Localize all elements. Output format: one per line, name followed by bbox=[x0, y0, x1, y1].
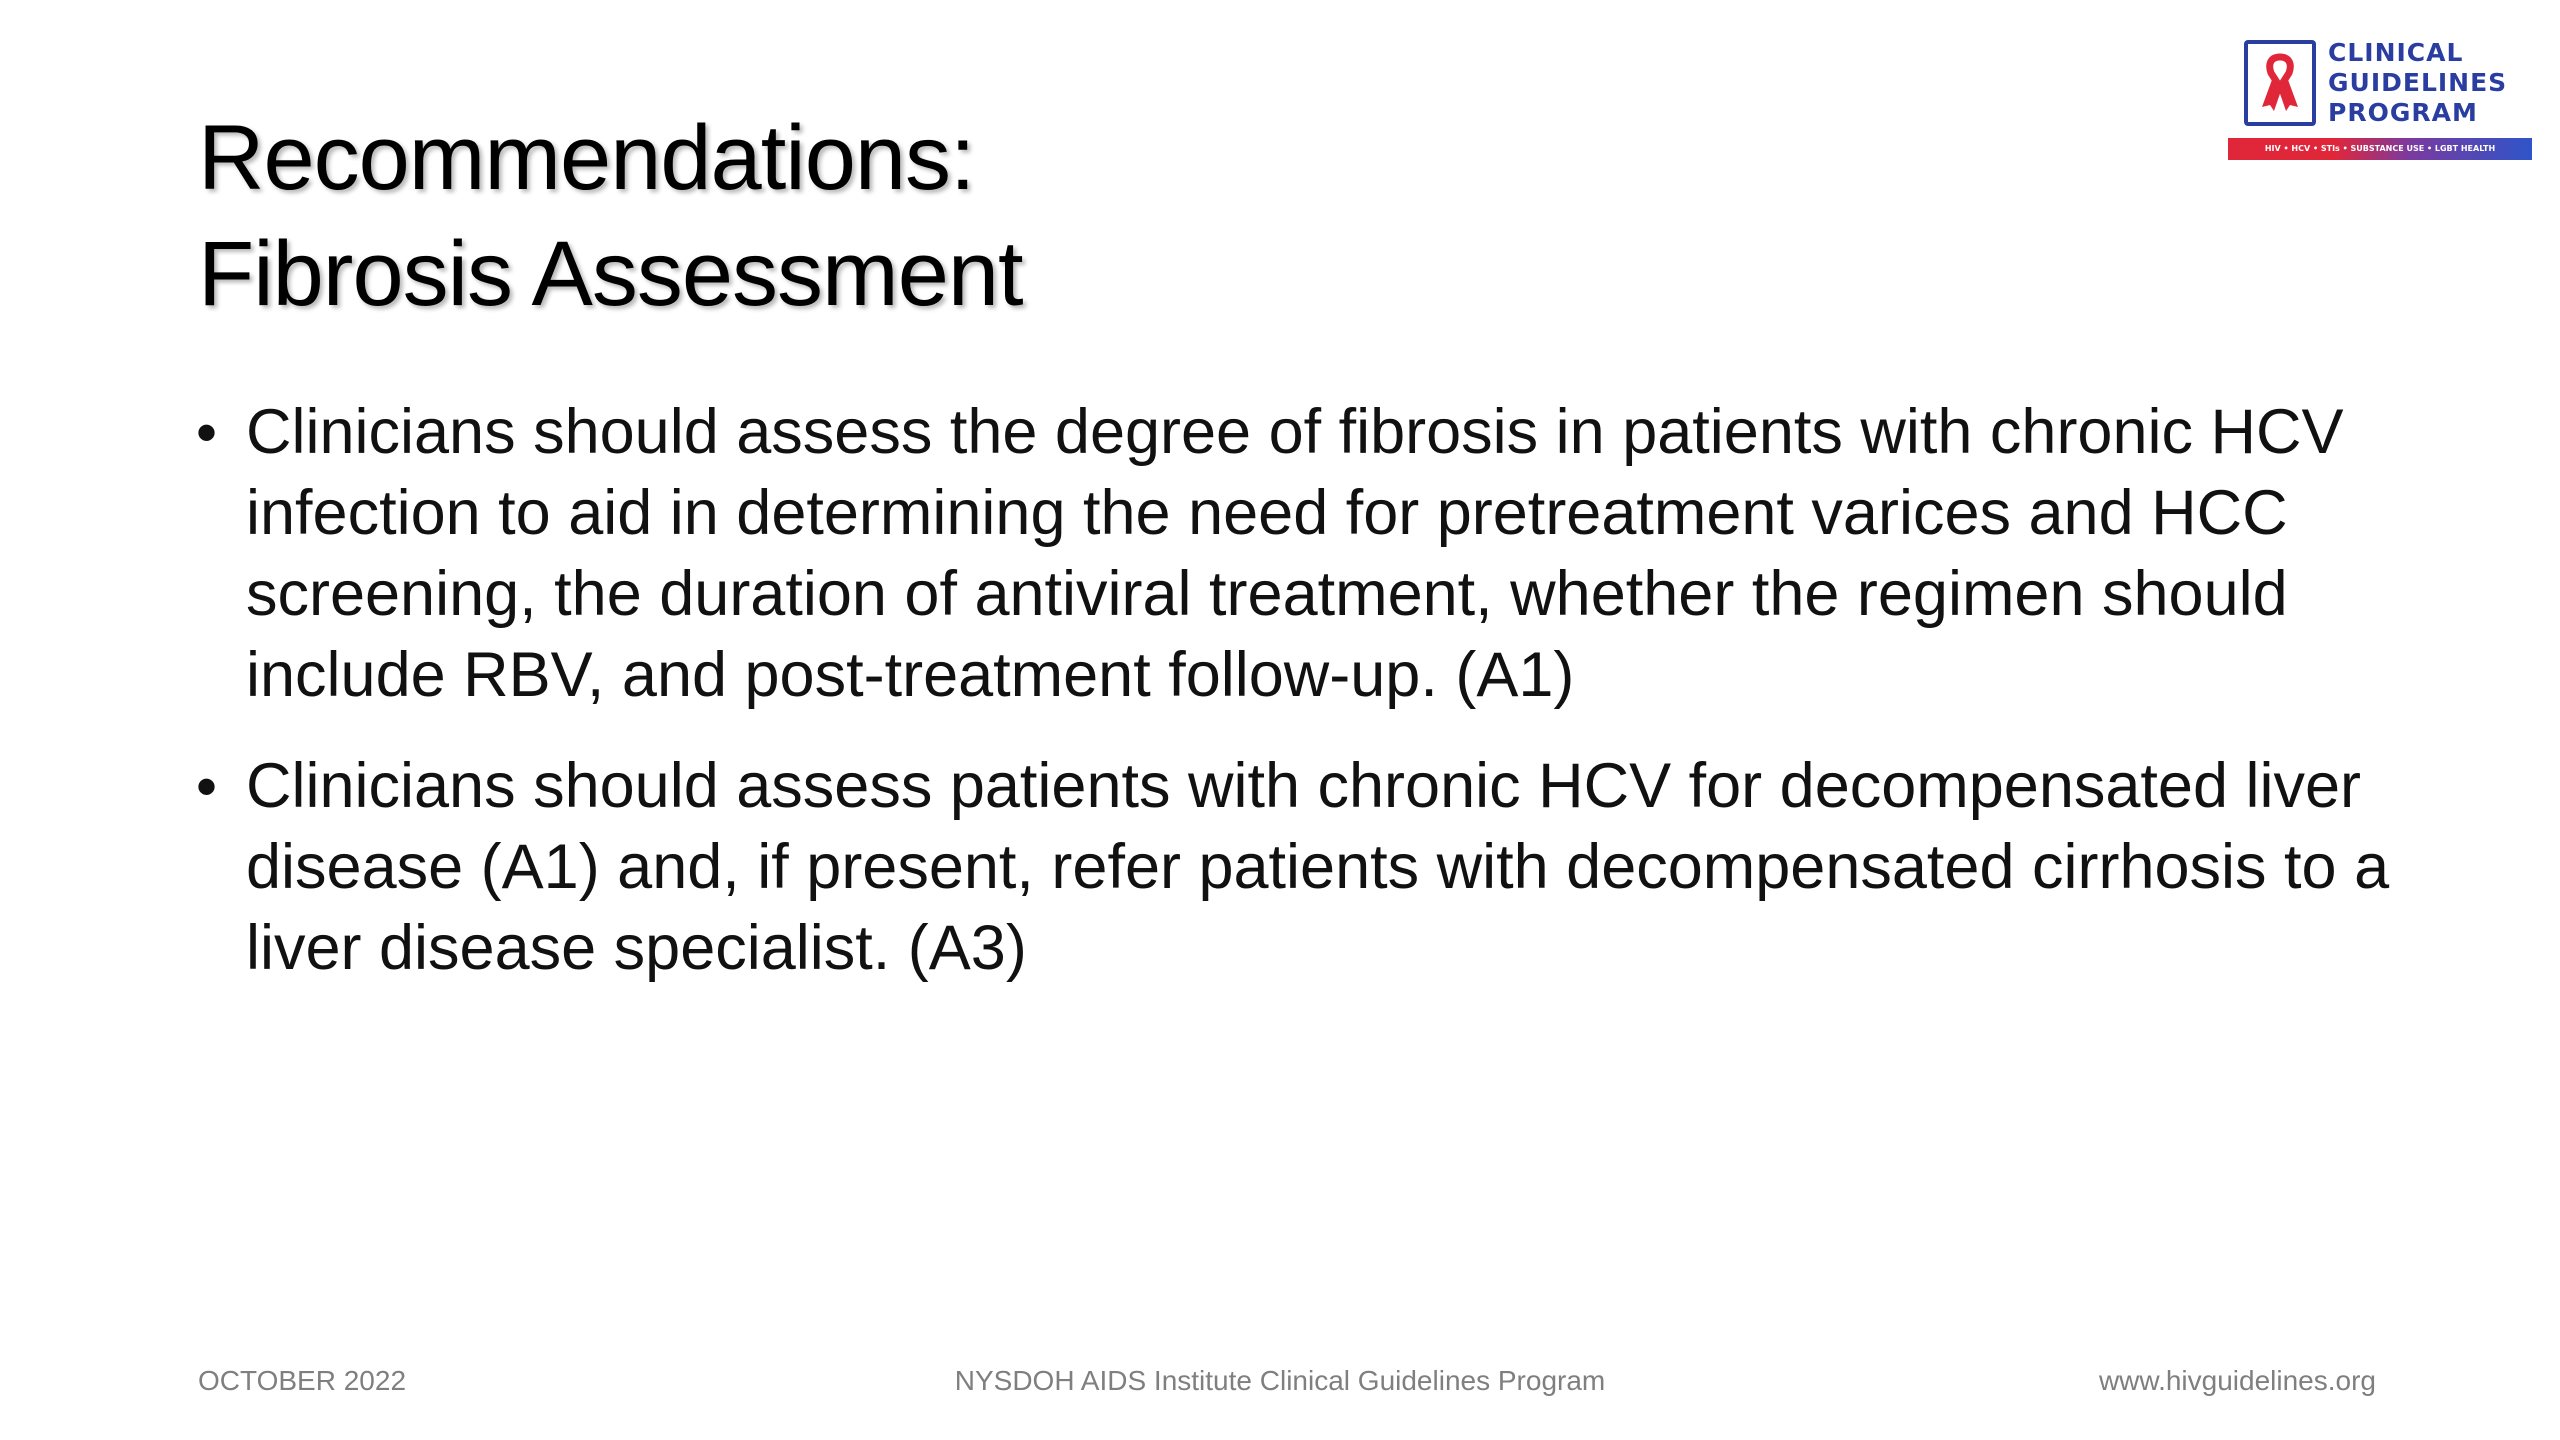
logo-line-1: CLINICAL bbox=[2328, 38, 2464, 67]
logo-wordmark bbox=[2328, 38, 2507, 128]
logo-frame bbox=[2244, 40, 2316, 126]
bullet-list bbox=[196, 392, 2456, 1019]
bullet-item bbox=[196, 392, 2456, 716]
footer-date: OCTOBER 2022 bbox=[198, 1365, 407, 1396]
slide-title bbox=[198, 100, 1023, 332]
bullet-marker: • bbox=[196, 399, 218, 466]
bullet-text: Clinicians should assess patients with chronic HCV for decompensated liver disease (A1) and, if present, refer patients with decompensated cirrhosis to a liver disease specialist. (A3) bbox=[246, 751, 2390, 983]
title-line-1: Recommendations: bbox=[198, 107, 975, 209]
clinical-guidelines-logo bbox=[2228, 38, 2540, 164]
red-ribbon-icon bbox=[2256, 51, 2304, 113]
footer-website: www.hivguidelines.org bbox=[2098, 1365, 2376, 1396]
bullet-item bbox=[196, 746, 2456, 989]
footer-organization: NYSDOH AIDS Institute Clinical Guidelines Program bbox=[954, 1365, 1606, 1396]
title-line-2: Fibrosis Assessment bbox=[198, 223, 1023, 325]
logo-tagline: HIV • HCV • STIs • SUBSTANCE USE • LGBT HEALTH bbox=[2228, 138, 2532, 160]
bullet-text: Clinicians should assess the degree of fibrosis in patients with chronic HCV infection to aid in determining the need for pretreatment varices and HCC screening, the duration of antiviral treatment, whether the regimen should include RBV, and post-treatment follow-up. (A1) bbox=[246, 397, 2344, 710]
logo-line-3: PROGRAM bbox=[2328, 98, 2478, 127]
bullet-marker: • bbox=[196, 753, 218, 820]
logo-line-2: GUIDELINES bbox=[2328, 68, 2508, 97]
